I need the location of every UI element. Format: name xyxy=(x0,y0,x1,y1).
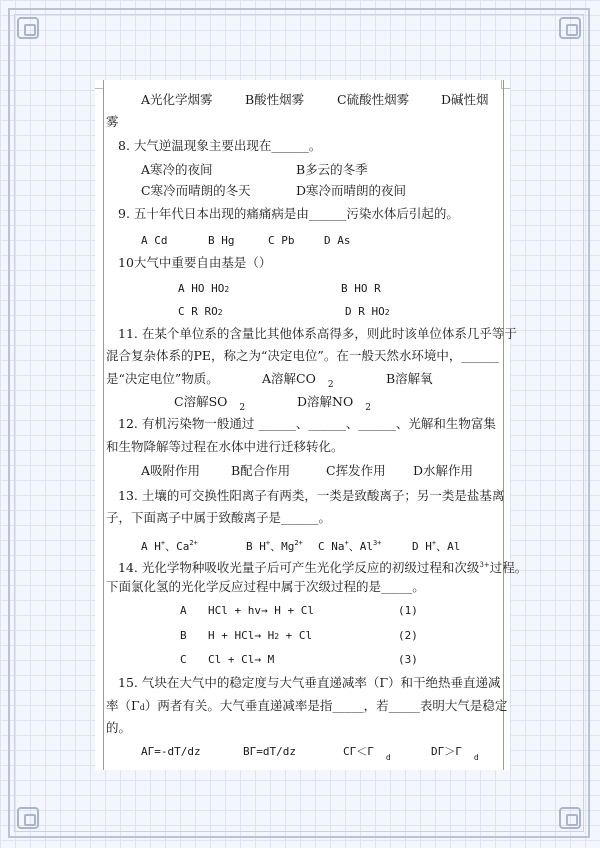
q14-reaction-equation: H + HCl→ H2 + Cl xyxy=(208,629,313,642)
q10-option-d: D R HO2 xyxy=(345,305,390,318)
q8-option-c: C寒冷而晴朗的冬天 xyxy=(141,183,251,198)
q14-reaction-label: B xyxy=(180,629,187,642)
q14-reaction-number: (3) xyxy=(398,653,418,666)
q14-reaction-label: A xyxy=(180,604,187,617)
q12-option-d: D水解作用 xyxy=(413,463,474,478)
q13-option-b: B H+、$Mg^{2+}$ xyxy=(246,539,303,553)
q13-option-a: A H+、$Ca^{2+}$ xyxy=(141,539,198,553)
q10-option-b: B HO R xyxy=(341,282,381,295)
corner-ornament xyxy=(17,807,39,829)
q12-option-a: A吸附作用 xyxy=(141,463,201,478)
q11-line-2: 混合复杂体系的PE，称之为“决定电位”。在一般天然水环境中，______ xyxy=(106,348,499,363)
q9-option-b: B Hg xyxy=(208,234,235,247)
q11-option-a: A溶解CO $_2$ xyxy=(262,371,334,390)
q14-reaction-equation: HCl + hv→ H + Cl xyxy=(208,604,314,617)
q13-line-2: 子，下面离子中属于致酸离子是______。 xyxy=(106,510,332,525)
corner-ornament xyxy=(559,807,581,829)
q15-option-a: AΓ=-dT/dz xyxy=(141,745,201,758)
q15-option-b: BΓ=dT/dz xyxy=(243,745,296,758)
q10-stem: 10大气中重要自由基是（） xyxy=(118,255,272,270)
q15-option-c: CΓ＜Γ $_d$ xyxy=(343,745,391,762)
q8-option-b: B多云的冬季 xyxy=(296,162,368,177)
q15-line-3: 的。 xyxy=(106,720,132,735)
q12-option-b: B配合作用 xyxy=(231,463,291,478)
q11-line-3: 是“决定电位”物质。 xyxy=(106,371,219,386)
q14-reaction-number: (1) xyxy=(398,604,418,617)
q15-line-2: 率（Γd）两者有关。大气垂直递减率是指_____，若_____表明大气是稳定 xyxy=(106,698,508,713)
q11-option-b: B溶解氧 xyxy=(386,371,433,386)
q9-option-c: C Pb xyxy=(268,234,295,247)
q13-option-c: C Na+、$Al^{3+}$ xyxy=(318,539,382,553)
q11-line-1: 11. 在某个单位系的含量比其他体系高得多，则此时该单位体系几乎等于 xyxy=(118,326,517,341)
q7-option-d: D碱性烟 xyxy=(441,92,489,107)
q12-option-c: C挥发作用 xyxy=(326,463,386,478)
q12-line-1: 12. 有机污染物一般通过 ______、______、______、光解和生物富集 xyxy=(118,416,496,431)
q7-option-d-wrap: 雾 xyxy=(106,114,119,129)
q14-reaction-number: (2) xyxy=(398,629,418,642)
q9-option-a: A Cd xyxy=(141,234,168,247)
margin-rule xyxy=(103,80,104,770)
q8-stem: 8. 大气逆温现象主要出现在______。 xyxy=(118,138,322,153)
q10-option-a: A HO HO2 xyxy=(178,282,230,295)
q14-reaction-label: C xyxy=(180,653,187,666)
q13-option-d: D H+、Al xyxy=(412,539,461,553)
q7-option-b: B酸性烟雾 xyxy=(245,92,305,107)
q11-option-c: C溶解SO $_2$ xyxy=(174,394,246,413)
q15-option-d: DΓ＞Γ $_d$ xyxy=(431,745,479,762)
q14-reaction-equation: Cl + Cl→ M xyxy=(208,653,275,666)
q10-option-c: C R RO2 xyxy=(178,305,223,318)
q11-option-d: D溶解NO $_2$ xyxy=(297,394,371,413)
q8-option-d: D寒冷而晴朗的夜间 xyxy=(296,183,407,198)
margin-rule xyxy=(503,80,504,770)
q7-option-c: C硫酸性烟雾 xyxy=(337,92,410,107)
q13-line-1: 13. 土壤的可交换性阳离子有两类，一类是致酸离子；另一类是盐基离 xyxy=(118,488,505,503)
q14-line-1: 14. 光化学物种吸收光量子后可产生光化学反应的初级过程和次级$^{3+}$过程。 xyxy=(118,560,528,575)
corner-ornament xyxy=(17,17,39,39)
q14-line-2: 下面氯化氢的光化学反应过程中属于次级过程的是_____。 xyxy=(106,579,425,594)
q9-stem: 9. 五十年代日本出现的痛痛病是由______污染水体后引起的。 xyxy=(118,206,459,221)
q8-option-a: A寒冷的夜间 xyxy=(141,162,213,177)
q12-line-2: 和生物降解等过程在水体中进行迁移转化。 xyxy=(106,439,344,454)
q9-option-d: D As xyxy=(324,234,351,247)
q7-option-a: A光化学烟雾 xyxy=(141,92,213,107)
q15-line-1: 15. 气块在大气中的稳定度与大气垂直递减率（Γ）和干绝热垂直递减 xyxy=(118,675,501,690)
corner-ornament xyxy=(559,17,581,39)
